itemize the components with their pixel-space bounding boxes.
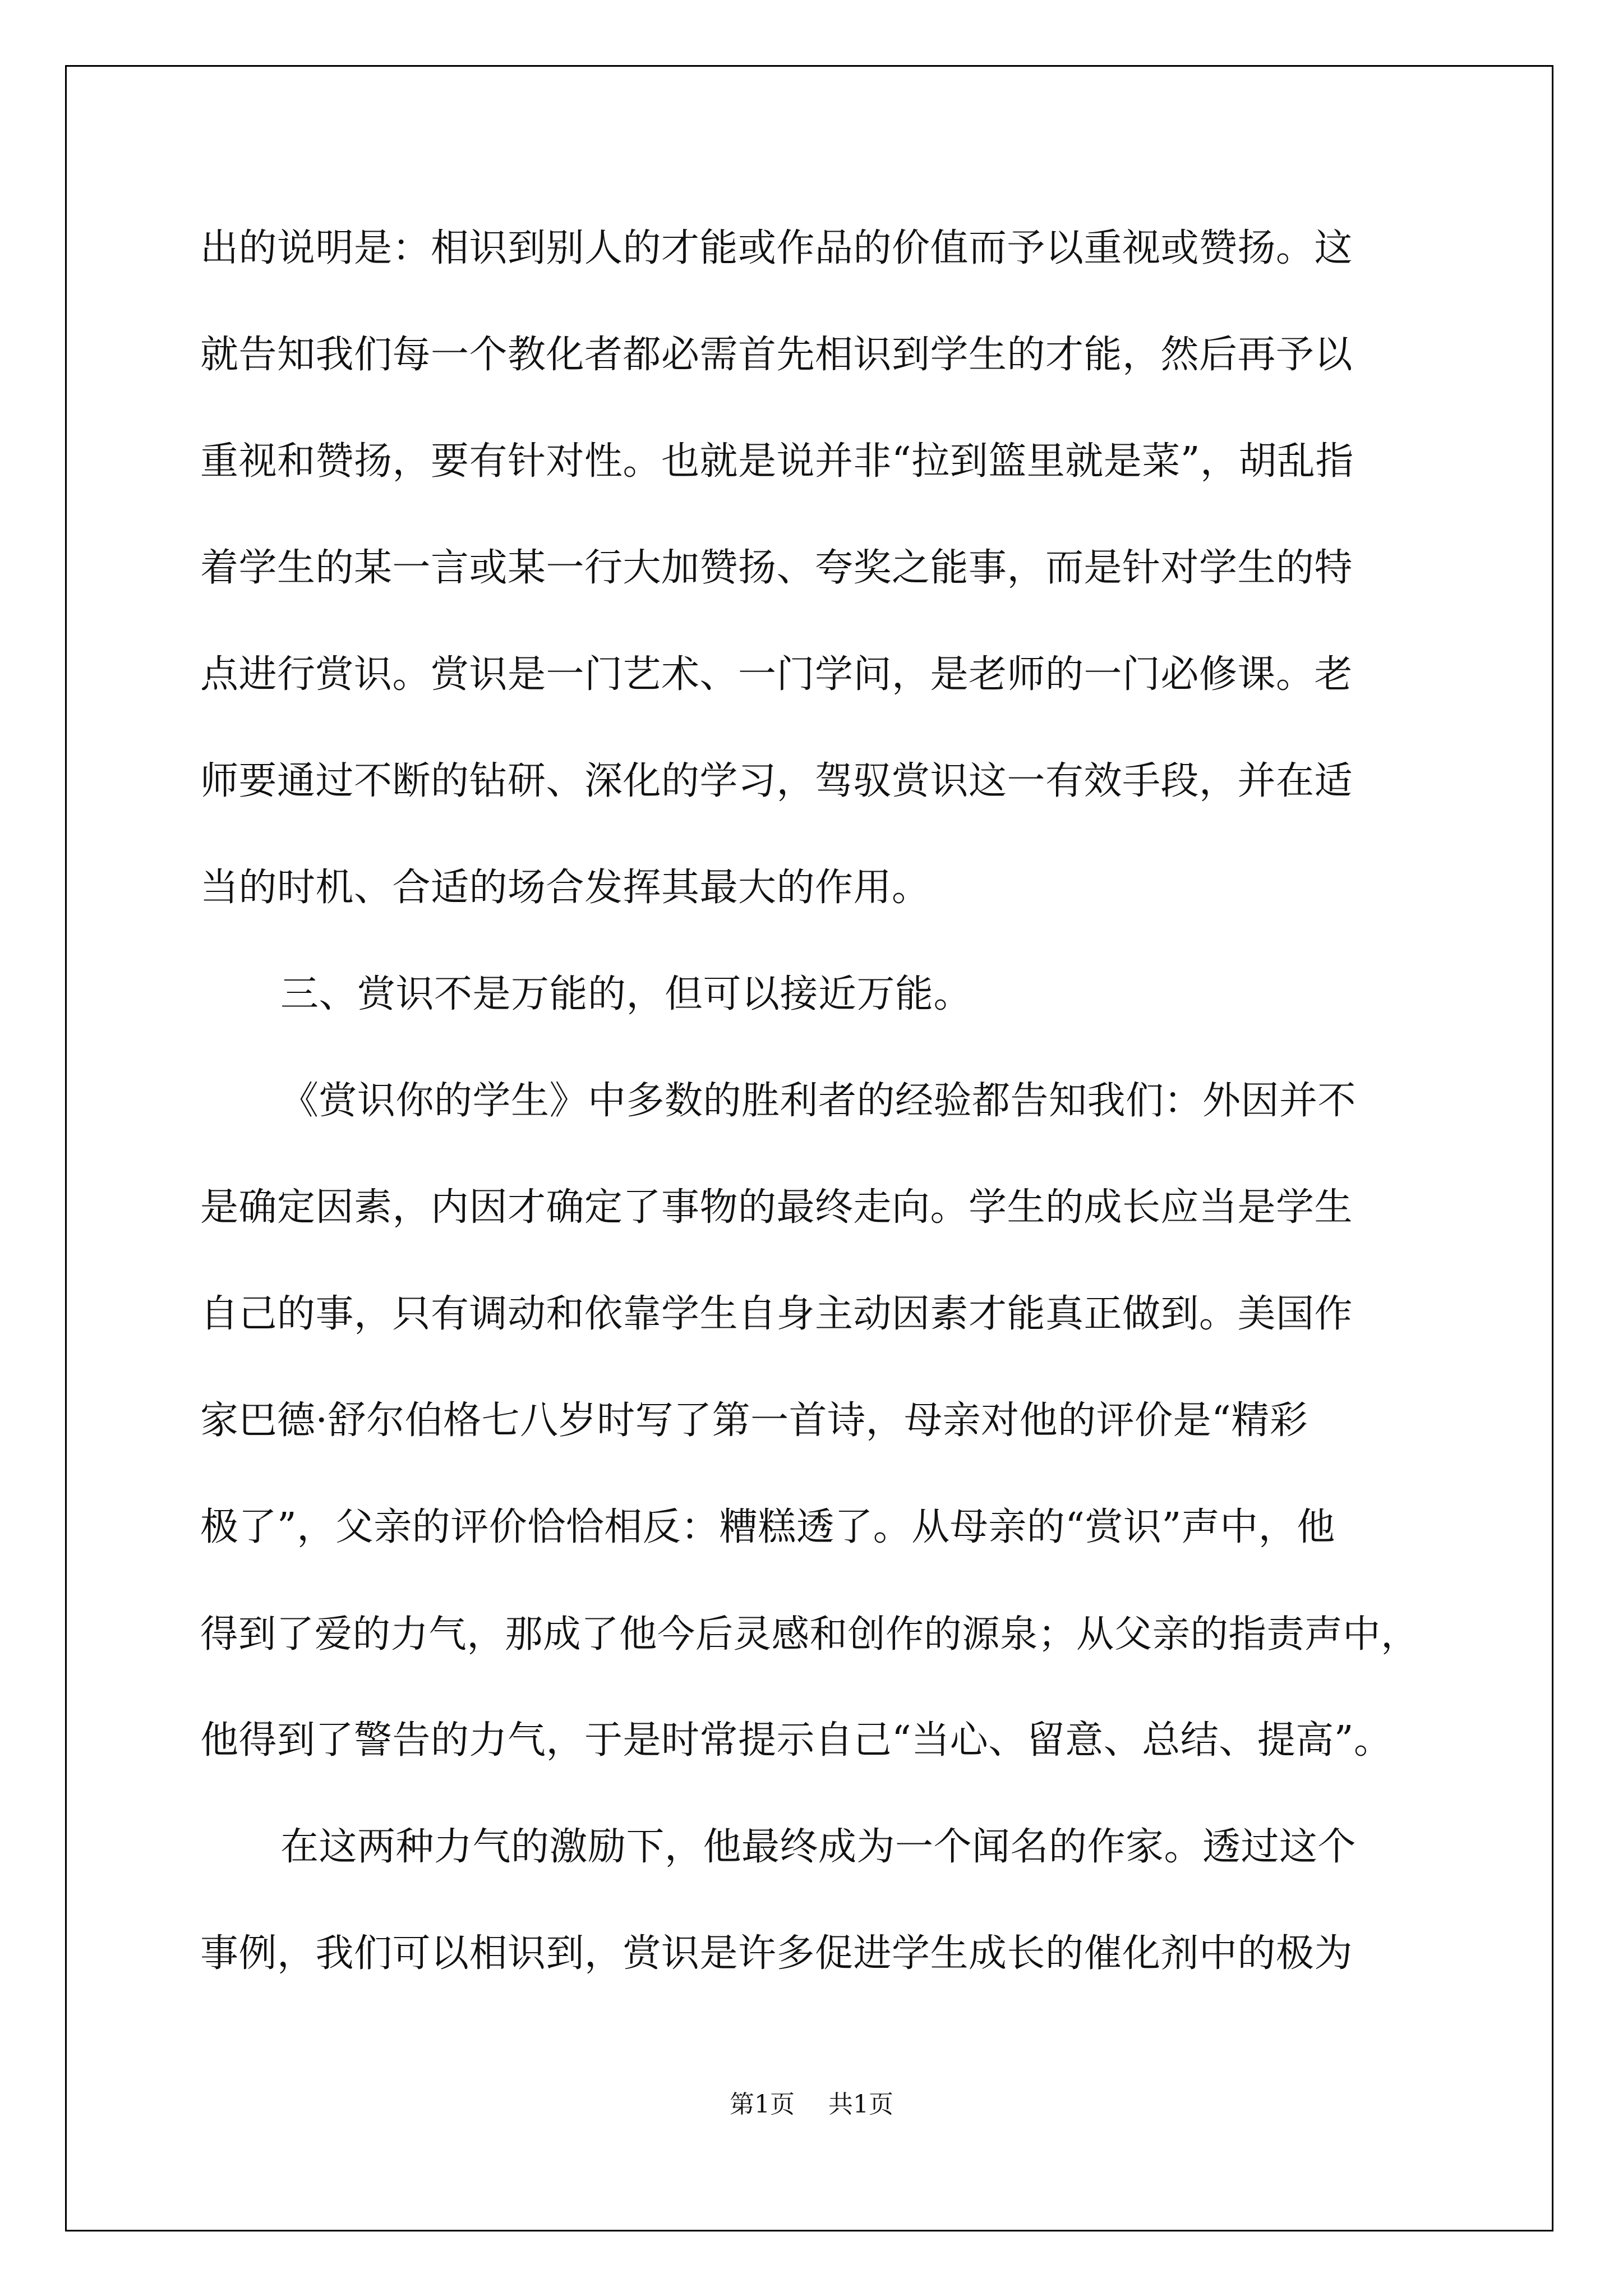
body-line: 家巴德·舒尔伯格七八岁时写了第一首诗，母亲对他的评价是“精彩 <box>200 1398 1308 1443</box>
body-line: 《赏识你的学生》中多数的胜利者的经验都告知我们：外因并不 <box>280 1079 1357 1123</box>
body-line: 当的时机、合适的场合发挥其最大的作用。 <box>200 866 930 910</box>
body-line: 自己的事，只有调动和依靠学生自身主动因素才能真正做到。美国作 <box>200 1292 1353 1336</box>
page-total: 共1页 <box>828 2090 893 2119</box>
body-line: 在这两种力气的激励下，他最终成为一个闻名的作家。透过这个 <box>280 1825 1357 1869</box>
page-number: 第1页 <box>730 2090 795 2119</box>
body-line: 他得到了警告的力气，于是时常提示自己“当心、留意、总结、提高”。 <box>200 1718 1393 1763</box>
body-line: 出的说明是：相识到别人的才能或作品的价值而予以重视或赞扬。这 <box>200 226 1353 270</box>
body-line: 就告知我们每一个教化者都必需首先相识到学生的才能，然后再予以 <box>200 333 1353 377</box>
body-line: 是确定因素，内因才确定了事物的最终走向。学生的成长应当是学生 <box>200 1185 1353 1230</box>
body-line: 事例，我们可以相识到，赏识是许多促进学生成长的催化剂中的极为 <box>200 1931 1353 1976</box>
body-line: 极了”，父亲的评价恰恰相反：糟糕透了。从母亲的“赏识”声中，他 <box>200 1505 1335 1549</box>
body-line: 得到了爱的力气，那成了他今后灵感和创作的源泉；从父亲的指责声中， <box>200 1612 1419 1656</box>
body-line: 着学生的某一言或某一行大加赞扬、夸奖之能事，而是针对学生的特 <box>200 546 1353 590</box>
body-line: 重视和赞扬，要有针对性。也就是说并非“拉到篮里就是菜”，胡乱指 <box>200 439 1354 484</box>
page-border <box>65 65 1553 2231</box>
section-heading: 三、赏识不是万能的，但可以接近万能。 <box>280 972 972 1016</box>
page-footer <box>0 2084 1623 2120</box>
body-line: 点进行赏识。赏识是一门艺术、一门学问，是老师的一门必修课。老 <box>200 652 1353 697</box>
body-line: 师要通过不断的钻研、深化的学习，驾驭赏识这一有效手段，并在适 <box>200 759 1353 803</box>
